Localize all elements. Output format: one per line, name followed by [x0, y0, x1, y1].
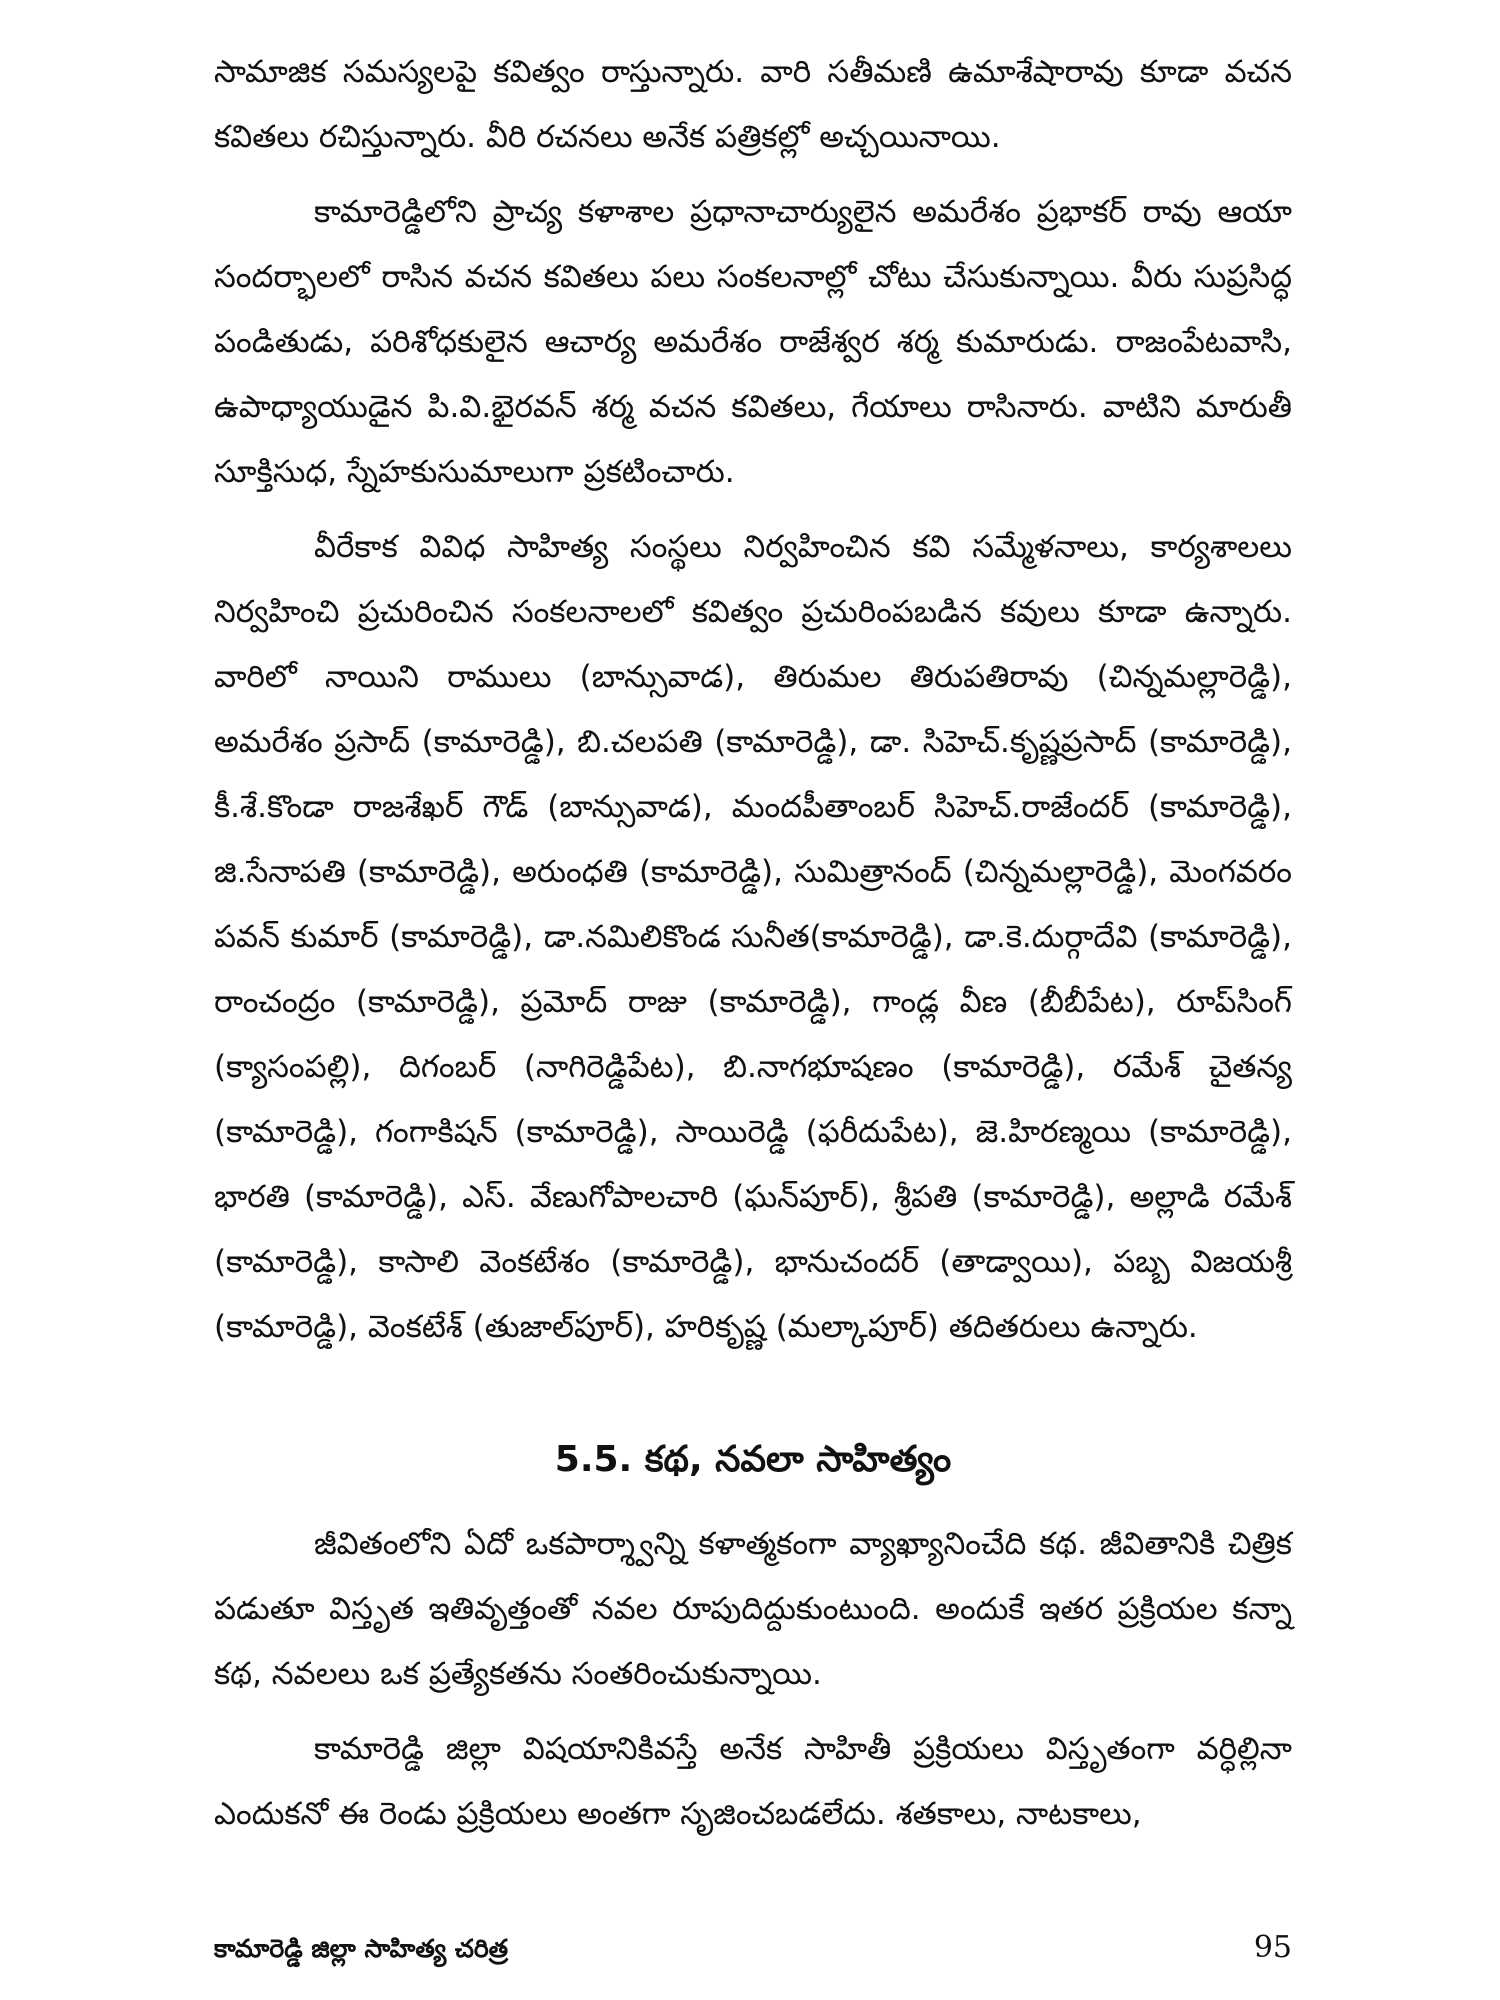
page-body [214, 40, 1292, 1857]
section-heading: 5.5. కథ, నవలా సాహిత్యం [554, 1439, 952, 1480]
paragraph-continuation: సామాజిక సమస్యలపై కవిత్వం రాస్తున్నారు. వారి సతీమణి ఉమాశేషారావు కూడా వచన కవితలు రచిస్తున్నారు. వీరి రచనలు అనేక పత్రికల్లో అచ్చయినాయి. [214, 54, 1292, 155]
running-footer-title: కామారెడ్డి జిల్లా సాహిత్య చరిత్ర [214, 1934, 509, 1963]
paragraph-poets-list: వీరేకాక వివిధ సాహిత్య సంస్థలు నిర్వహించిన కవి సమ్మేళనాలు, కార్యశాలలు నిర్వహించి ప్రచురించిన సంకలనాలలో కవిత్వం ప్రచురింపబడిన కవులు కూడా ఉన్నారు. వారిలో నాయిని రాములు (బాన్సువాడ), తిరుమల తిరుపతిరావు (చిన్నమల్లారెడ్డి), అమరేశం ప్రసాద్ (కామారెడ్డి), బి.చలపతి (కామారెడ్డి), డా. సిహెచ్.కృష్ణప్రసాద్ (కామారెడ్డి), కీ.శే.కొండా రాజశేఖర్ గౌడ్ (బాన్సువాడ), మందపీతాంబర్ సిహెచ్.రాజేందర్ (కామారెడ్డి), జి.సేనాపతి (కామారెడ్డి), అరుంధతి (కామారెడ్డి), సుమిత్రానంద్ (చిన్నమల్లారెడ్డి), మెంగవరం పవన్ కుమార్ (కామారెడ్డి), డా.నమిలికొండ సునీత(కామారెడ్డి), డా.కె.దుర్గాదేవి (కామారెడ్డి), రాంచంద్రం (కామారెడ్డి), ప్రమోద్ రాజు (కామారెడ్డి), గాండ్ల వీణ (బీబీపేట), రూప్‌సింగ్ (క్యాసంపల్లి), దిగంబర్ (నాగిరెడ్డిపేట), బి.నాగభూషణం (కామారెడ్డి), రమేశ్ చైతన్య (కామారెడ్డి), గంగాకిషన్ (కామారెడ్డి), సాయిరెడ్డి (ఫరీదుపేట), జె.హిరణ్మయి (కామారెడ్డి), భారతి (కామారెడ్డి), ఎస్. వేణుగోపాలచారి (ఘన్‌పూర్), శ్రీపతి (కామారెడ్డి), అల్లాడి రమేశ్ (కామారెడ్డి), కాసాలి వెంకటేశం (కామారెడ్డి), భానుచందర్ (తాడ్వాయి), పబ్బ విజయశ్రీ (కామారెడ్డి), వెంకటేశ్ (తుజాల్‌పూర్), హరికృష్ణ (మల్కాపూర్) తదితరులు ఉన్నారు. [214, 529, 1292, 1345]
paragraph-story-novel-intro: జీవితంలోని ఏదో ఒకపార్శ్వాన్ని కళాత్మకంగా వ్యాఖ్యానించేది కథ. జీవితానికి చిత్రిక పడుతూ విస్తృత ఇతివృత్తంతో నవల రూపుదిద్దుకుంటుంది. అందుకే ఇతర ప్రక్రియల కన్నా కథ, నవలలు ఒక ప్రత్యేకతను సంతరించుకున్నాయి. [214, 1526, 1292, 1692]
page-number: 95 [1253, 1930, 1292, 1965]
paragraph-kamareddy-district: కామారెడ్డి జిల్లా విషయానికివస్తే అనేక సాహితీ ప్రక్రియలు విస్తృతంగా వర్ధిల్లినా ఎందుకనో ఈ రెండు ప్రక్రియలు అంతగా సృజించబడలేదు. శతకాలు, నాటకాలు, [214, 1731, 1292, 1832]
paragraph-prabhakar-rao: కామారెడ్డిలోని ప్రాచ్య కళాశాల ప్రధానాచార్యులైన అమరేశం ప్రభాకర్ రావు ఆయా సందర్భాలలో రాసిన వచన కవితలు పలు సంకలనాల్లో చోటు చేసుకున్నాయి. వీరు సుప్రసిద్ధ పండితుడు, పరిశోధకులైన ఆచార్య అమరేశం రాజేశ్వర శర్మ కుమారుడు. రాజంపేటవాసి, ఉపాధ్యాయుడైన పి.వి.భైరవన్ శర్మ వచన కవితలు, గేయాలు రాసినారు. వాటిని మారుతీ సూక్తిసుధ, స్నేహకుసుమాలుగా ప్రకటించారు. [214, 194, 1292, 490]
page-footer [214, 1930, 1292, 1970]
